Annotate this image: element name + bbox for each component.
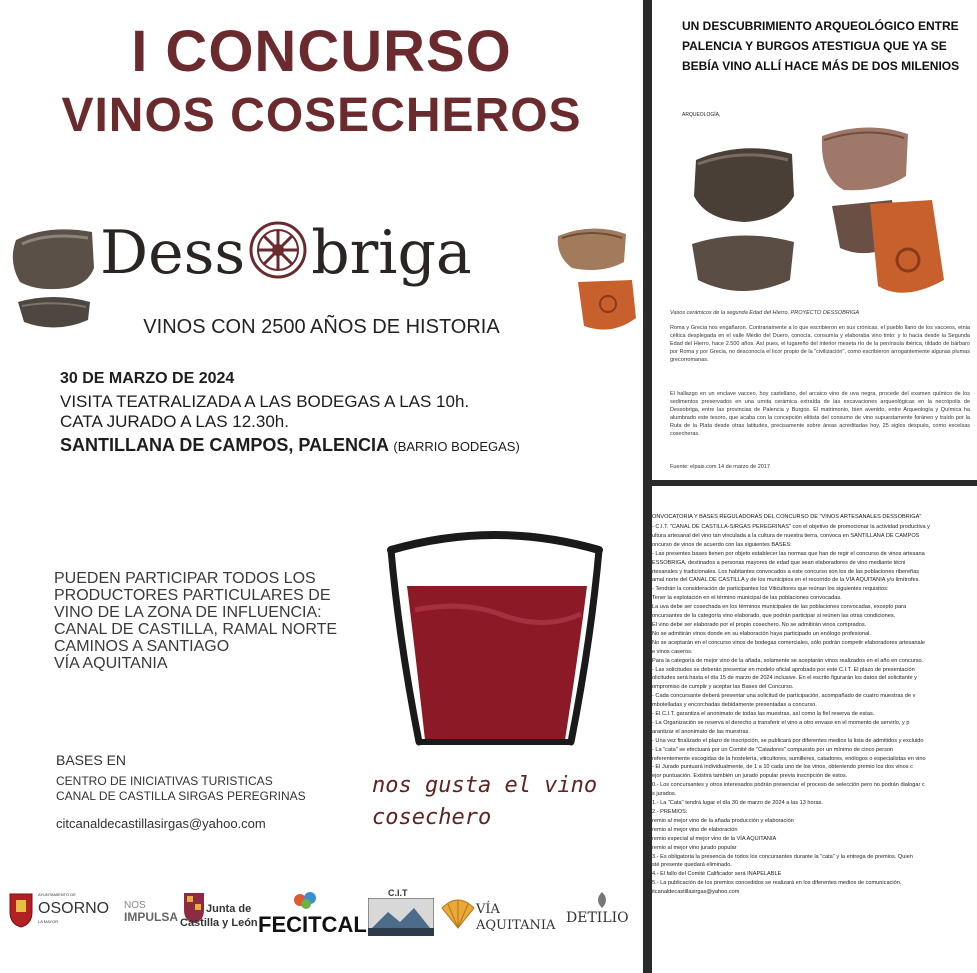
rules-line: ejor puntuación. Existirá también un jurado popular previa inscripción de estos. [652, 773, 848, 780]
rules-line: - La Organización se reserva el derecho a transferir el vino a otro envase en el momento de servirlo, y p [652, 719, 910, 726]
via-aquitania-line1: VÍA [476, 902, 500, 917]
participate-line: CAMINOS A SANTIAGO [54, 638, 230, 655]
rules-line: - Cada concursante deberá presentar una solicitud de participación, acompañado de cuatro muestras de v [652, 693, 916, 700]
rules-line: remio al mejor vino jurado popular [652, 844, 737, 851]
rules-line: oncurso de vinos de acuerdo con las siguientes BASES: [652, 541, 792, 548]
wine-glass-illustration [385, 520, 605, 750]
rules-line: mbotelladas y encorchadas debidamente presentadas a concurso. [652, 702, 817, 709]
rules-line: amal norte del CANAL DE CASTILLA y de los municipios en el recorrido de la VÍA AQUITANIA y/o limítrofes. [652, 577, 920, 584]
article-headline: UN DESCUBRIMIENTO ARQUEOLÓGICO ENTRE PALENCIA Y BURGOS ATESTIGUA QUE YA SE BEBÍA VINO ALLÍ HACE MÁS DE DOS MILENIOS [682, 19, 960, 73]
rules-body [652, 523, 977, 897]
rules-line: Para la categoría de mejor vino de la añada, solamente se aceptarán vinos realizados en el año en concurso. [652, 657, 924, 664]
rules-line: arantizar el anonimato de las muestras. [652, 728, 750, 735]
rules-line: - Tendrán la consideración de participantes los Viticultores que reúnan los siguientes requisitos: [652, 586, 889, 593]
detilio-logo: DETILIO [566, 910, 629, 926]
rules-line: - Las solicitudes se deberán presentar en modelo oficial aprobado por este C.I.T. El plazo de presentación [652, 666, 915, 673]
via-aquitania-line2: AQUITANIA [476, 918, 556, 933]
fecitcal-flower-icon [290, 890, 322, 910]
logo-text-right: briga [311, 218, 472, 288]
rules-line: olicitudes será hasta el día 15 de marzo de 2024 inclusive. En el escrito figurarán los datos del solicitante y [652, 675, 917, 682]
poster-title-line1: I CONCURSO [131, 19, 512, 84]
rules-line: rtesanales y tradicionales. Los habitantes convocados a este concurso son los de las poblaciones ribereñas [652, 568, 920, 575]
rules-line: ompromiso de cumplir y aceptar las Bases del Concurso. [652, 684, 794, 691]
participate-line: VÍA AQUITANIA [54, 655, 168, 672]
rules-line: referentemente escogidas de la hostelería, viticultores, sumilleres, catadores, enólogos o especialistas en vino [652, 755, 926, 762]
rules-line: - Las presentes bases tienen por objeto establecer las normas que han de regir el concurso de vinos artesana [652, 550, 925, 557]
fecitcal-logo: FECITCAL [258, 912, 367, 937]
rules-line: 2.- PREMIOS: [652, 809, 688, 815]
rules-line: - El C.I.T. garantiza el anonimato de todas las muestras, así como la fiel reserva de estas. [652, 711, 875, 718]
celtic-sun-icon [249, 221, 307, 294]
rules-line: Tener la explotación en el término municipal de las poblaciones convocadas. [652, 595, 842, 602]
rules-line: - Una vez finalizado el plazo de inscripción, se publicará por diferentes medios la lista de admitidos y excluido [652, 737, 924, 744]
junta-logo-line2: Castilla y León [180, 917, 258, 929]
rules-line: ultura artesanal del vino tan vinculada a la cultura de nuestra tierra, convoca en SANTILLANA DE CAMPOS [652, 532, 920, 539]
contact-email: citcanaldecastillasirgas@yahoo.com [56, 816, 266, 831]
rules-line: 4.- El fallo del Comité Calificador será INAPELABLE [652, 871, 782, 878]
event-visit: VISITA TEATRALIZADA A LAS BODEGAS A LAS 10h. [60, 392, 470, 411]
osorno-sub: LA MAYOR [38, 919, 59, 924]
rules-line: remio al mejor vino de elaboración [652, 826, 738, 833]
osorno-shield-icon [8, 892, 34, 928]
rules-line: 1.- La "Cata" tendrá lugar el día 30 de marzo de 2024 a las 13 horas. [652, 800, 823, 807]
rules-heading: ONVOCATORIA Y BASES REGULADORAS DEL CONCURSO DE "VINOS ARTESANALES DESSOBRIGA" [652, 514, 922, 520]
sponsor-logos [0, 888, 643, 948]
article-paragraph-2: El hallazgo en un enclave vacceo, hoy castellano, del arcaico vino de uva negra, procede del examen químico de los sedimentos preservados en una urnita cerámica extraída de las excavaciones arqueológicas en la necrópolis de Dessobriga, entre las provincias de Palencia y Burgos. El matrimonio, bien avenido, entre Arqueología y Química ha alumbrado este tesoro, que acaba con la concepción elitista del consumo de vino supuestamente foráneo y traído por la Ruta de la Plata desde otras latitudes, precisamente sobre áreas acreditadas hoy, 25 siglos después, como excelsas cosecheras. [670, 391, 970, 437]
rules-line: remio al mejor vino de la añada producción y elaboración [652, 817, 794, 824]
participation-text [54, 570, 337, 672]
rules-line: 3.- Es obligatoria la presencia de todos los concursantes durante la "cata" y la entrega de premios. Quien [652, 853, 913, 860]
rules-line: sté presente quedará eliminado. [652, 862, 732, 869]
bases-info [56, 752, 306, 831]
photo-caption: Vasos cerámicos de la segunda Edad del Hierro. PROYECTO DESSOBRIGA [670, 310, 860, 316]
poster-tagline: VINOS CON 2500 AÑOS DE HISTORIA [143, 316, 500, 338]
bases-org-line1: CENTRO DE INICIATIVAS TURISTICAS [56, 774, 273, 788]
bases-heading: BASES EN [56, 752, 127, 768]
ceramic-vessels-photo [682, 120, 972, 305]
slogan [372, 770, 597, 834]
rules-line: remio especial al mejor vino de la VÍA AQUITANIA [652, 835, 777, 842]
event-place-note: (BARRIO BODEGAS) [393, 439, 520, 454]
event-place [60, 435, 520, 456]
event-details [60, 370, 520, 456]
rules-line: 5.- La publicación de los premios concedidos se realizará en los diferentes medios de comunicación. [652, 880, 902, 887]
participate-line: PRODUCTORES PARTICULARES DE [54, 587, 331, 604]
article-source: Fuente: elpais.com 14 de marzo de 2017 [670, 464, 770, 470]
logo-text-left: Dess [100, 218, 246, 288]
rules-line: El vino debe ser elaborado por el propio cosechero. No se admitirán vinos comprados. [652, 621, 867, 628]
participate-line: CANAL DE CASTILLA, RAMAL NORTE [54, 621, 338, 638]
rules-line: - El Jurado puntuará individualmente, de 1 a 10 cada uno de los vinos, obteniendo premio los dos vinos c [652, 764, 913, 771]
cit-logo-image [368, 898, 434, 936]
rules-line: oncursantes de la categoría vino elaborado, que podrán participar si reúnen las otras condiciones. [652, 613, 896, 620]
event-date: 30 DE MARZO DE 2024 [60, 370, 235, 387]
rules-line: - La "cata" se efectuará por un Comité de "Catadores" compuesto por un mínimo de cinco person [652, 746, 894, 753]
rules-line: - C.I.T. "CANAL DE CASTILLA-SIRGAS PEREGRINAS" con el objetivo de promocionar la actividad productiva y [652, 524, 930, 530]
detilio-leaf-icon [592, 890, 612, 910]
osorno-small: AYUNTAMIENTO DE [38, 892, 76, 897]
rules-line: La uva debe ser cosechada en los términos municipales de las poblaciones convocadas, excepto para [652, 604, 907, 611]
dessobriga-logo [100, 218, 472, 294]
impulsa-logo: IMPULSA [124, 910, 178, 924]
rules-line: ESSOBRIGA, destinados a personas mayores de edad que sean elaboradores de vino mediante técni [652, 559, 906, 566]
rules-line: No se admitirán vinos donde en su elaboración haya participado un enólogo profesional. [652, 630, 871, 637]
news-article [652, 0, 977, 480]
event-tasting: CATA JURADO A LAS 12.30h. [60, 412, 289, 431]
rules-line: e vinos caseros. [652, 648, 693, 655]
article-paragraph-1: Roma y Grecia nos engañaron. Contrariamente a lo que escribieron en sus crónicas, el pueblo llano de los vacceos, etnia céltica desplegada en el valle Medio del Duero, conocía, consumía y elaboraba vino tinto: y lo hacía desde la Segunda Edad del Hierro, hace 2.500 años. Así pues, el lugareño del interior meseta río de la península ibérica, tildado de bárbaro por Roma y por Grecia, no desconocía el licor propio de la "civilización", como escribieron arrogantemente algunas plumas grecorromanas. [670, 325, 970, 363]
bases-org-line2: CANAL DE CASTILLA SIRGAS PEREGRINAS [56, 789, 306, 803]
rules-line: s jurados. [652, 791, 677, 798]
junta-logo-line1: Junta de [206, 903, 252, 915]
event-place-name: SANTILLANA DE CAMPOS, PALENCIA [60, 435, 389, 455]
impulsa-logo-top: NOS [124, 900, 146, 911]
via-aquitania-shell-icon [440, 896, 476, 930]
poster-title-line2: VINOS COSECHEROS [61, 89, 582, 142]
slogan-line1: nos gusta el vino [372, 773, 598, 798]
participate-line: VINO DE LA ZONA DE INFLUENCIA: [54, 604, 322, 621]
article-category: ARQUEOLOGÍA, [682, 112, 721, 118]
rules-line: 0.- Los concursantes y otros interesados podrán presenciar el proceso de selección pero no podrán dialogar c [652, 782, 925, 789]
participate-line: PUEDEN PARTICIPAR TODOS LOS [54, 570, 316, 587]
rules-line: No se aceptarán en el concurso vinos de bodegas comerciales, sólo podrán competir elaboradores artesanale [652, 639, 926, 646]
cit-logo-label: C.I.T [388, 888, 408, 898]
rules-line: itcanaldecastillasirgas@yahoo.com [652, 889, 740, 896]
contest-rules-document [652, 486, 977, 973]
slogan-line2: cosechero [372, 805, 492, 830]
osorno-logo: OSORNO [38, 900, 110, 917]
